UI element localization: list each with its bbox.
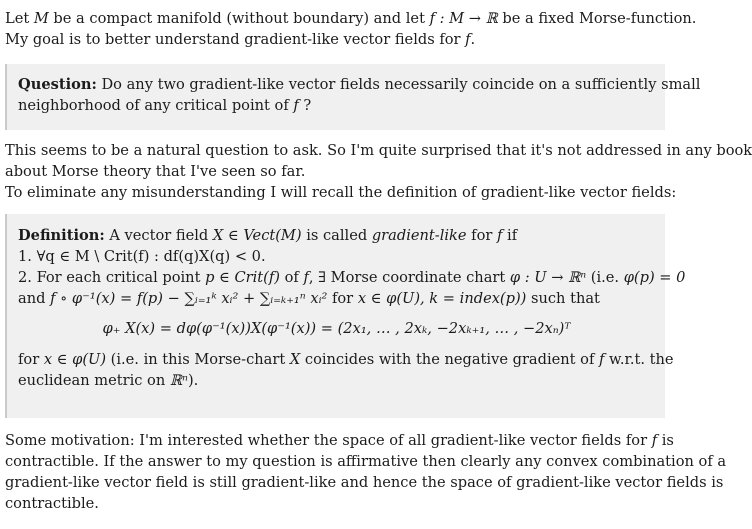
intro-paragraph: [5, 8, 697, 50]
question-blockquote: [5, 64, 701, 130]
question-line-2: neighborhood of any critical point of f ?: [18, 97, 312, 114]
intro-line-1: Let M be a compact manifold (without boundary) and let f : M → ℝ be a fixed Morse-function.: [5, 10, 697, 27]
closing-paragraph: [5, 430, 727, 514]
definition-line-1: Definition: A vector field X ∈ Vect(M) is called gradient-like for f if: [18, 227, 518, 244]
definition-item-2: 2. For each critical point p ∈ Crit(f) of f, ∃ Morse coordinate chart φ : U → ℝⁿ (i.e. φ(p) = 0: [18, 269, 686, 286]
question-line-1: Question: Do any two gradient-like vector fields necessarily coincide on a sufficiently small: [18, 76, 701, 93]
context-line-1: This seems to be a natural question to ask. So I'm quite surprised that it's not addressed in any book: [5, 142, 752, 159]
definition-blockquote: [5, 214, 686, 418]
definition-tail-1: for x ∈ φ(U) (i.e. in this Morse-chart X coincides with the negative gradient of f w.r.t. the: [18, 351, 674, 368]
context-paragraph: [5, 140, 752, 203]
definition-item-1: 1. ∀q ∈ M \ Crit(f) : df(q)X(q) < 0.: [18, 248, 266, 265]
question-label: Question:: [18, 76, 97, 93]
definition-item-2-cont: and f ∘ φ⁻¹(x) = f(p) − ∑ᵢ₌₁ᵏ xᵢ² + ∑ᵢ₌ₖ₊₁ⁿ xᵢ² for x ∈ φ(U), k = index(p)) such that: [18, 290, 600, 307]
closing-line-4: contractible.: [5, 495, 99, 512]
closing-line-3: gradient-like vector field is still gradient-like and hence the space of gradient-like vector fields is: [5, 474, 724, 491]
closing-line-2: contractible. If the answer to my question is affirmative then clearly any convex combination of a: [5, 453, 727, 470]
definition-tail-2: euclidean metric on ℝⁿ).: [18, 372, 199, 389]
closing-line-1: Some motivation: I'm interested whether the space of all gradient-like vector fields for f is: [5, 432, 674, 449]
context-line-3: To eliminate any misunderstanding I will recall the definition of gradient-like vector fields:: [5, 184, 677, 201]
definition-label: Definition:: [18, 227, 105, 244]
definition-formula: φ₊ X(x) = dφ(φ⁻¹(x))X(φ⁻¹(x)) = (2x₁, … , 2xₖ, −2xₖ₊₁, … , −2xₙ)ᵀ: [102, 320, 571, 337]
context-line-2: about Morse theory that I've seen so far.: [5, 163, 306, 180]
intro-line-2: My goal is to better understand gradient-like vector fields for f.: [5, 31, 476, 48]
